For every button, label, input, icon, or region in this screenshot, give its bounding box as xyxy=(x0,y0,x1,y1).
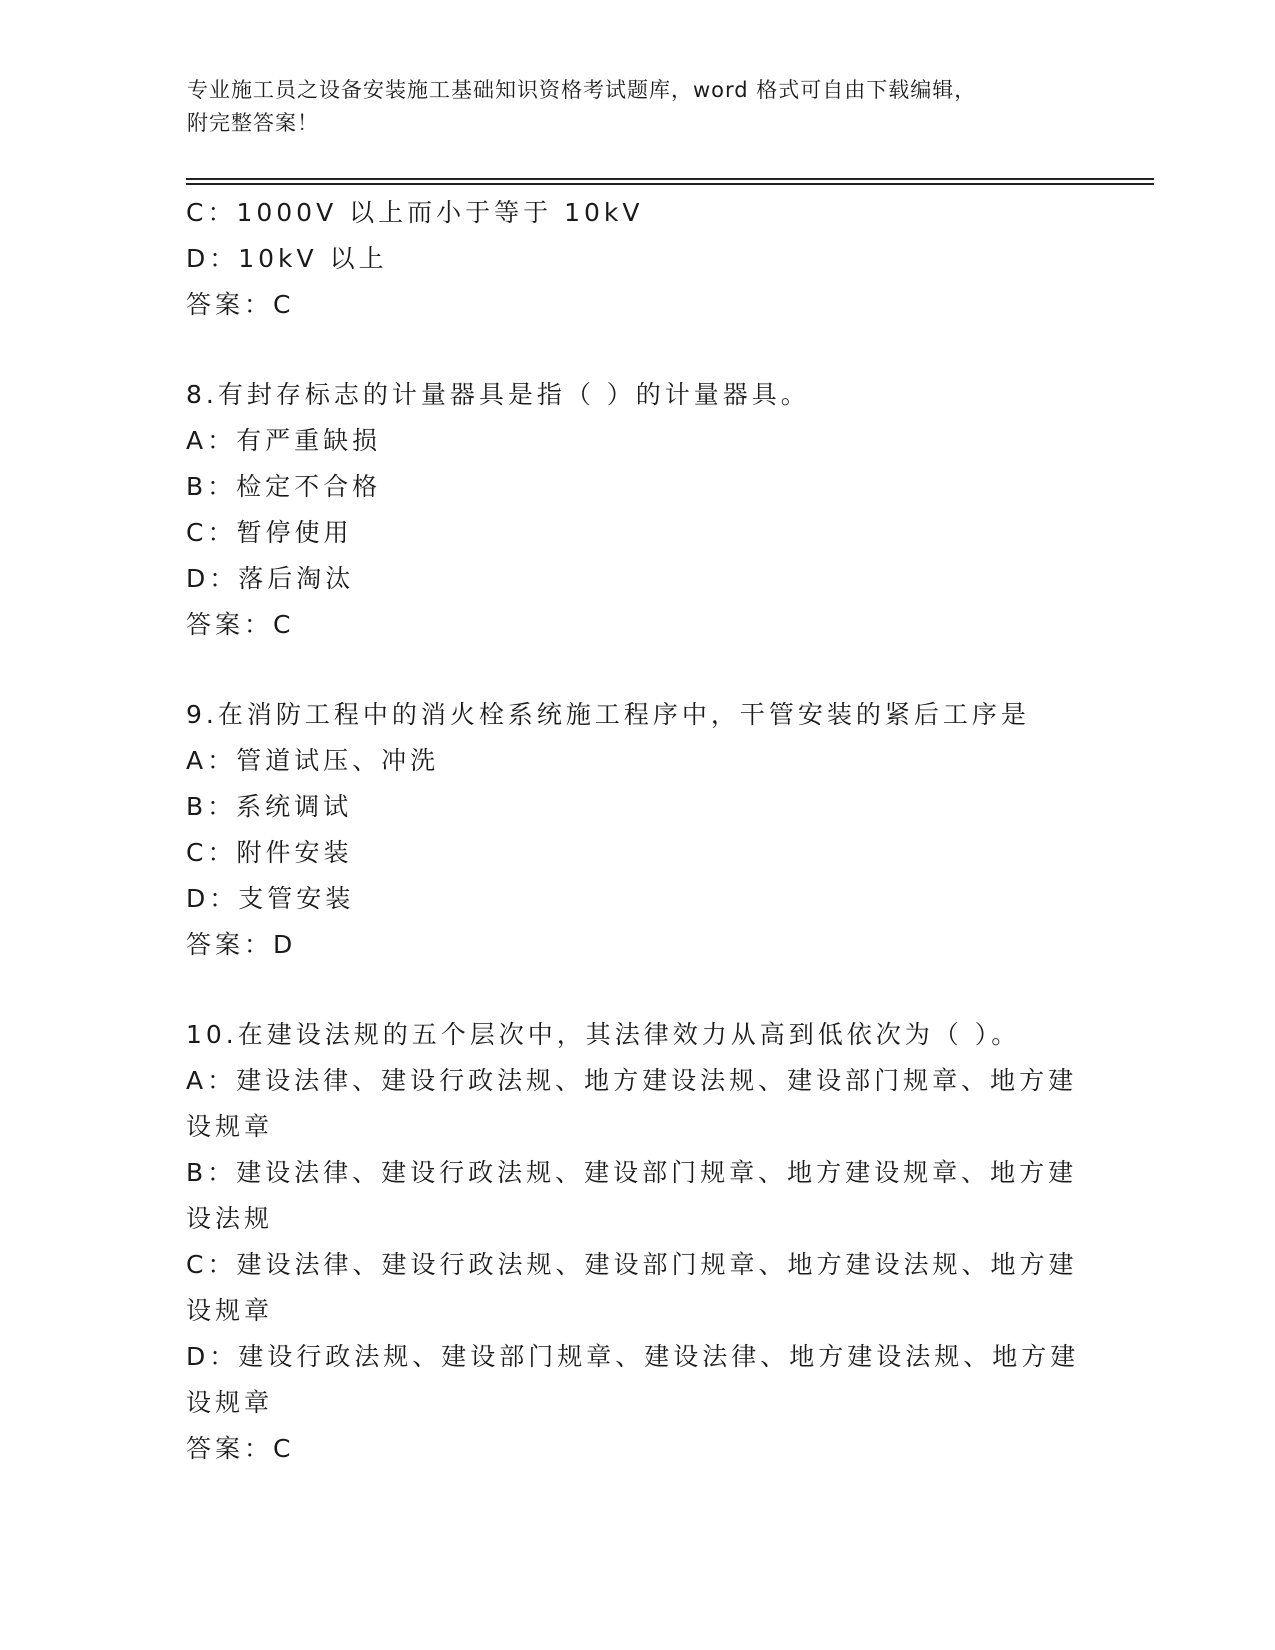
option-b: B：建设法律、建设行政法规、建设部门规章、地方建设规章、地方建 xyxy=(186,1158,1078,1187)
question-8 xyxy=(186,372,1086,648)
question-10 xyxy=(186,1012,1086,1472)
option-d: D：支管安装 xyxy=(186,884,355,913)
spacer xyxy=(186,648,1086,692)
option-d: D：建设行政法规、建设部门规章、建设法律、地方建设法规、地方建 xyxy=(186,1342,1080,1371)
answer: 答案：D xyxy=(186,930,297,959)
option-a-continued: 设规章 xyxy=(186,1112,274,1141)
option-c: C：暂停使用 xyxy=(186,518,353,547)
answer: 答案：C xyxy=(186,290,295,319)
option-c: C：附件安装 xyxy=(186,838,353,867)
question-stem: 10.在建设法规的五个层次中，其法律效力从高到低依次为（ ）。 xyxy=(186,1020,1021,1049)
option-d: D：10kV 以上 xyxy=(186,244,388,273)
option-a: A：建设法律、建设行政法规、地方建设法规、建设部门规章、地方建 xyxy=(186,1066,1078,1095)
question-9 xyxy=(186,692,1086,968)
option-b: B：检定不合格 xyxy=(186,472,382,501)
question-list xyxy=(186,190,1086,1472)
header-divider-bottom xyxy=(186,183,1154,185)
question-stem: 9.在消防工程中的消火栓系统施工程序中，干管安装的紧后工序是 xyxy=(186,700,1030,729)
option-c: C：1000V 以上而小于等于 10kV xyxy=(186,198,644,227)
option-b: B：系统调试 xyxy=(186,792,353,821)
option-a: A：有严重缺损 xyxy=(186,426,382,455)
spacer xyxy=(186,328,1086,372)
option-b-continued: 设法规 xyxy=(186,1204,274,1233)
document-header xyxy=(187,74,1087,140)
header-divider-top xyxy=(186,178,1154,180)
option-d: D：落后淘汰 xyxy=(186,564,355,593)
question-stem: 8.有封存标志的计量器具是指（ ）的计量器具。 xyxy=(186,380,810,409)
spacer xyxy=(186,968,1086,1012)
header-line-1: 专业施工员之设备安装施工基础知识资格考试题库，word 格式可自由下载编辑， xyxy=(187,78,977,102)
option-c-continued: 设规章 xyxy=(186,1296,274,1325)
answer: 答案：C xyxy=(186,610,295,639)
question-7-tail xyxy=(186,190,1086,328)
answer: 答案：C xyxy=(186,1434,295,1463)
header-line-2: 附完整答案！ xyxy=(187,111,319,135)
option-d-continued: 设规章 xyxy=(186,1388,274,1417)
option-c: C：建设法律、建设行政法规、建设部门规章、地方建设法规、地方建 xyxy=(186,1250,1078,1279)
option-a: A：管道试压、冲洗 xyxy=(186,746,440,775)
